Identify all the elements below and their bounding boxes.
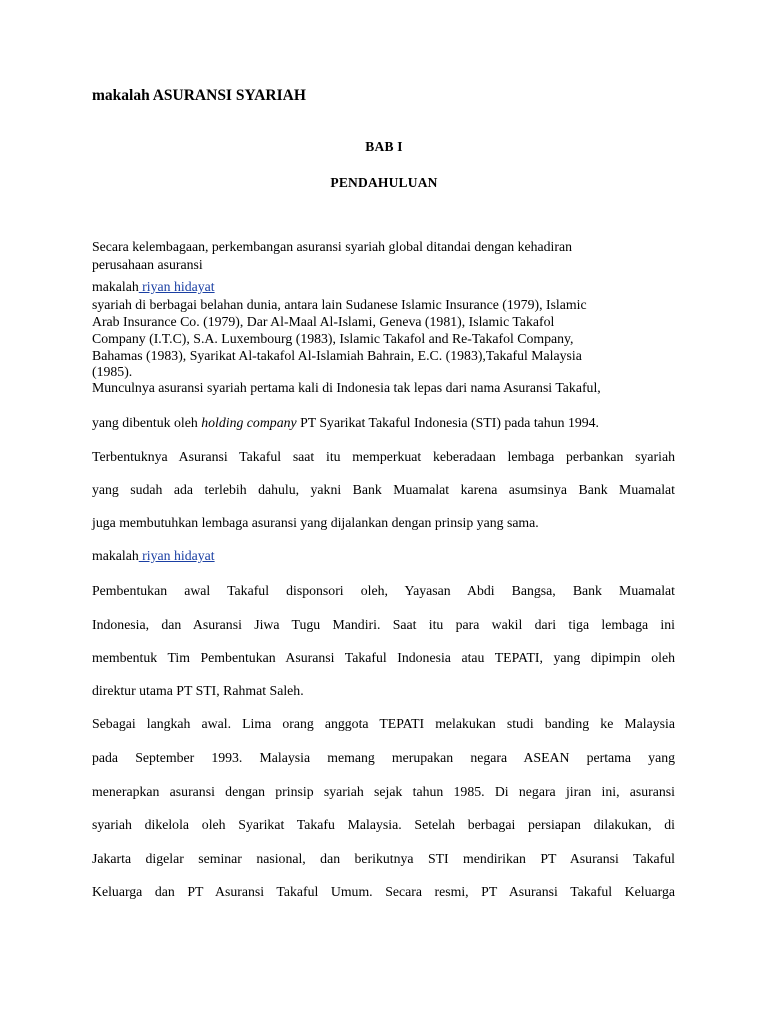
pembentukan-line-1: Pembentukan awal Takaful disponsori oleh, Yayasan Abdi Bangsa, Bank Muamalat [92, 583, 675, 598]
sebagai-line-6: Keluarga dan PT Asuransi Takaful Umum. Secara resmi, PT Asuransi Takaful Keluarga [92, 884, 675, 899]
chapter-title: PENDAHULUAN [330, 175, 438, 190]
credit-line-2 [92, 548, 675, 564]
credit-line-1 [92, 279, 675, 295]
pembentukan-line-4: direktur utama PT STI, Rahmat Saleh. [92, 683, 304, 698]
intro-line-2: perusahaan asuransi [92, 257, 203, 272]
sebagai-line-1: Sebagai langkah awal. Lima orang anggota TEPATI melakukan studi banding ke Malaysia [92, 716, 675, 731]
credit-prefix: makalah [92, 279, 139, 294]
list-line-3: Company (I.T.C), S.A. Luxembourg (1983), Islamic Takafol and Re-Takafol Company, [92, 331, 574, 346]
author-link[interactable]: riyan hidayat [138, 279, 215, 294]
intro-line-1: Secara kelembagaan, perkembangan asuransi syariah global ditandai dengan kehadiran [92, 239, 573, 254]
credit-prefix: makalah [92, 548, 139, 563]
list-line-4: Bahamas (1983), Syarikat Al-takafol Al-Islamiah Bahrain, E.C. (1983),Takaful Malaysia [92, 348, 582, 363]
author-link[interactable]: riyan hidayat [138, 548, 215, 563]
document-title: makalah ASURANSI SYARIAH [92, 87, 306, 104]
chapter-number: BAB I [365, 139, 403, 154]
munculnya-text-b: PT Syarikat Takaful Indonesia (STI) pada tahun 1994. [296, 415, 599, 430]
list-line-1: syariah di berbagai belahan dunia, antara lain Sudanese Islamic Insurance (1979), Islamic [92, 297, 587, 312]
munculnya-line-1: Munculnya asuransi syariah pertama kali di Indonesia tak lepas dari nama Asuransi Takaful, [92, 380, 601, 395]
munculnya-text-a: yang dibentuk oleh [92, 415, 202, 430]
terbentuknya-line-1: Terbentuknya Asuransi Takaful saat itu memperkuat keberadaan lembaga perbankan syariah [92, 449, 675, 464]
sebagai-line-5: Jakarta digelar seminar nasional, dan berikutnya STI mendirikan PT Asuransi Takaful [92, 851, 675, 866]
terbentuknya-line-3: juga membutuhkan lembaga asuransi yang dijalankan dengan prinsip yang sama. [92, 515, 539, 530]
sebagai-line-4: syariah dikelola oleh Syarikat Takafu Malaysia. Setelah berbagai persiapan dilakukan, di [92, 817, 675, 832]
pembentukan-line-2: Indonesia, dan Asuransi Jiwa Tugu Mandiri. Saat itu para wakil dari tiga lembaga ini [92, 617, 675, 632]
munculnya-line-2 [92, 415, 675, 431]
munculnya-italic: holding company [201, 415, 297, 430]
list-line-2: Arab Insurance Co. (1979), Dar Al-Maal Al-Islami, Geneva (1981), Islamic Takafol [92, 314, 555, 329]
pembentukan-line-3: membentuk Tim Pembentukan Asuransi Takaful Indonesia atau TEPATI, yang dipimpin oleh [92, 650, 675, 665]
list-line-5: (1985). [92, 364, 133, 379]
sebagai-line-3: menerapkan asuransi dengan prinsip syariah sejak tahun 1985. Di negara jiran ini, asuransi [92, 784, 675, 799]
sebagai-line-2: pada September 1993. Malaysia memang merupakan negara ASEAN pertama yang [92, 750, 675, 765]
terbentuknya-line-2: yang sudah ada terlebih dahulu, yakni Bank Muamalat karena asumsinya Bank Muamalat [92, 482, 675, 497]
